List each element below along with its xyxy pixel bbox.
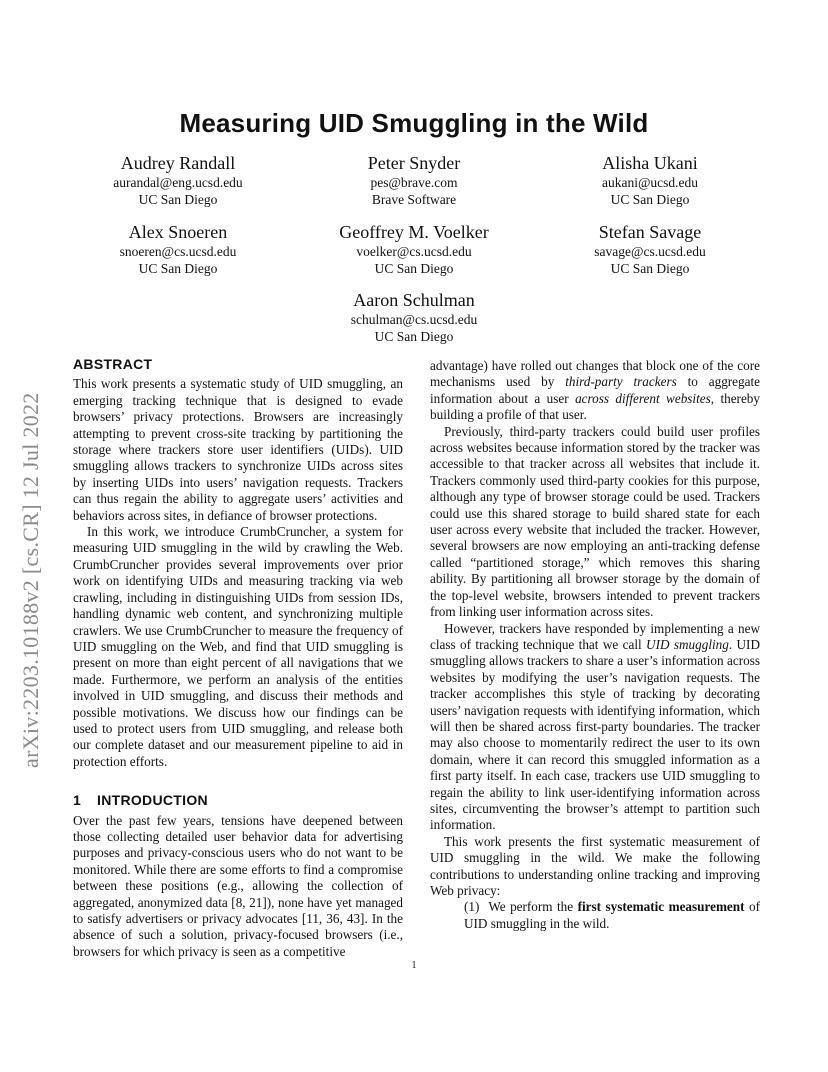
author-6 (532, 221, 768, 277)
intro-paragraph-continued: advantage) have rolled out changes that block one of the core mechanisms used by third-party trackers to aggregate information about a user across different websites, thereby building a profile of that user. (430, 358, 760, 423)
author-2 (296, 152, 532, 208)
intro-paragraph: However, trackers have responded by implementing a new class of tracking technique that we call UID smuggling. UID smuggling allows trackers to share a user’s information across websites by modifying the user’s navigation requests. The tracker accomplishes this style of tracking by decorating users’ navigation requests with identifying information, which will then be shared across first-party boundaries. The tracker may also choose to momentarily redirect the user to its own domain, where it can record this smuggled information as a first party itself. In each case, trackers use UID smuggling to regain the ability to link user-identifying information across sites, circumventing the browser’s attempt to partition such information. (430, 620, 760, 833)
author-email: voelker@cs.ucsd.edu (356, 244, 472, 259)
section-title: INTRODUCTION (97, 792, 208, 809)
abstract-paragraph: In this work, we introduce CrumbCruncher, a system for measuring UID smuggling in the wild by crawling the Web. CrumbCruncher provides several improvements over prior work on identifying UIDs and measuring tracking via web crawling, including in distinguishing UIDs from session IDs, handling dynamic web content, and synchronizing multiple crawlers. We use CrumbCruncher to measure the frequency of UID smuggling on the Web, and find that UID smuggling is present on more than eight percent of all navigations that we made. Furthermore, we perform an analysis of the entities involved in UID smuggling, and discuss their methods and possible motivations. We discuss how our findings can be used to protect users from UID smuggling, and release both our complete dataset and our measurement pipeline to aid in protection efforts. (73, 524, 403, 769)
author-7 (296, 289, 532, 345)
author-name: Aaron Schulman (353, 290, 475, 310)
author-email: savage@cs.ucsd.edu (594, 244, 706, 259)
intro-paragraph: Previously, third-party trackers could build user profiles across websites because information stored by the tracker was accessible to that tracker across all websites that include it. Trackers commonly used third-party cookies for this purpose, although any type of browser storage could be used. Trackers could use this shared storage to build shared state for each user across every website that included the tracker. However, several browsers are now employing an anti-tracking defense called “partitioned storage,” which removes this sharing ability. By partitioning all browser storage by the domain of the top-level website, browsers intended to prevent trackers from linking user information across sites. (430, 423, 760, 620)
author-3 (532, 152, 768, 208)
abstract-heading: ABSTRACT (73, 356, 153, 372)
author-name: Audrey Randall (120, 153, 236, 173)
author-name: Geoffrey M. Voelker (339, 222, 489, 242)
author-affiliation: Brave Software (371, 192, 457, 207)
author-affiliation: UC San Diego (374, 261, 454, 276)
author-email: schulman@cs.ucsd.edu (350, 312, 478, 327)
author-email: snoeren@cs.ucsd.edu (119, 244, 237, 259)
author-name: Alex Snoeren (128, 222, 228, 242)
intro-paragraph: This work presents the first systematic measurement of UID smuggling in the wild. We make the following contributions to understanding online tracking and improving Web privacy: (430, 833, 760, 898)
paper-title: Measuring UID Smuggling in the Wild (179, 108, 649, 138)
abstract-paragraph: This work presents a systematic study of UID smuggling, an emerging tracking technique that is designed to evade browsers’ privacy protections. Browsers are increasingly attempting to prevent cross-site tracking by partitioning the storage where trackers store user identifiers (UIDs). UID smuggling allows trackers to synchronize UIDs across sites by inserting UIDs into users’ navigation requests. Trackers can thus regain the ability to aggregate users’ activities and behaviors across sites, in defiance of browser protections. (73, 376, 403, 523)
author-name: Peter Snyder (367, 153, 461, 173)
author-email: aukani@ucsd.edu (601, 175, 699, 190)
author-1 (60, 152, 296, 208)
section-heading-introduction (73, 792, 403, 808)
author-affiliation: UC San Diego (138, 192, 218, 207)
arxiv-identifier: arXiv:2203.10188v2 [cs.CR] 12 Jul 2022 (18, 392, 43, 768)
intro-paragraph: Over the past few years, tensions have deepened between those collecting detailed user behavior data for advertising purposes and privacy-conscious users who do not want to be monitored. While there are some efforts to find a compromise between these positions (e.g., allowing the collection of aggregated, anonymized data [8, 21]), none have yet managed to satisfy advertisers or privacy advocates [11, 36, 43]. In the absence of such a solution, privacy-focused browsers (i.e., browsers for which privacy is seen as a competitive (73, 812, 403, 959)
author-email: pes@brave.com (370, 175, 458, 190)
author-affiliation: UC San Diego (610, 261, 690, 276)
list-number: (1) (464, 899, 480, 915)
section-number: 1 (73, 792, 82, 809)
author-name: Stefan Savage (598, 222, 702, 242)
author-affiliation: UC San Diego (374, 329, 454, 344)
author-4 (60, 221, 296, 277)
right-column (430, 358, 760, 932)
left-column (73, 356, 403, 960)
author-affiliation: UC San Diego (610, 192, 690, 207)
author-5 (296, 221, 532, 277)
author-affiliation: UC San Diego (138, 261, 218, 276)
author-email: aurandal@eng.ucsd.edu (113, 175, 243, 190)
contribution-list-item: (1) We perform the first systematic measurement of UID smuggling in the wild. (464, 899, 760, 931)
author-name: Alisha Ukani (602, 153, 698, 173)
page-number: 1 (411, 960, 417, 971)
